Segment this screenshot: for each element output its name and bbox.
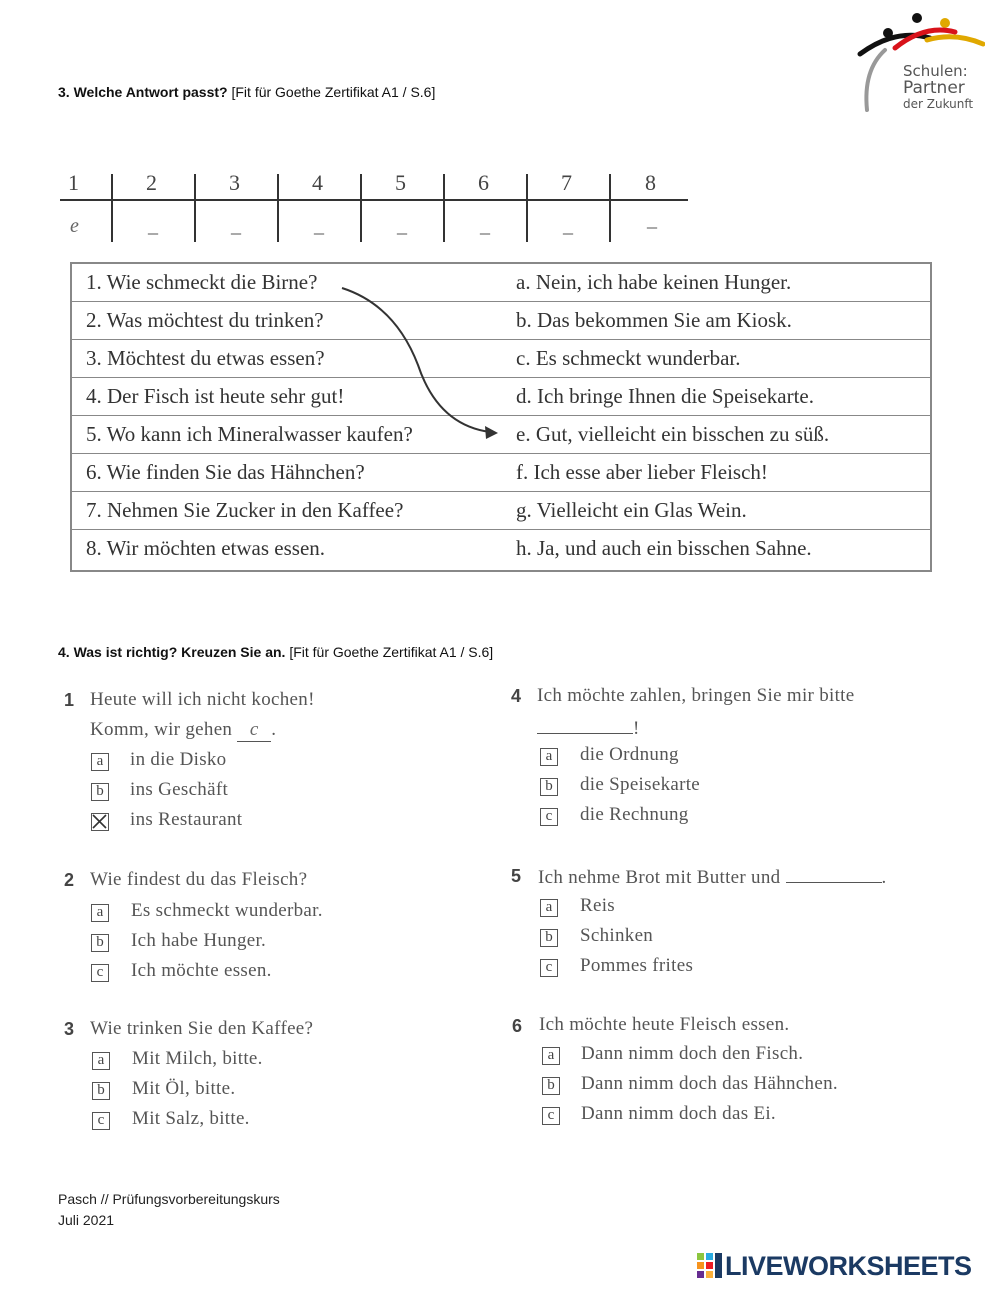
question-text: Wie findest du das Fleisch? [90, 869, 308, 890]
grid-number: 1 [68, 170, 79, 195]
checkbox-a[interactable]: a [91, 753, 109, 771]
option-text: Ich habe Hunger. [131, 930, 267, 951]
logo-line-2: Partner [903, 78, 965, 98]
grid-divider [277, 174, 279, 242]
grid-answer-field[interactable]: e [70, 215, 79, 237]
checkbox-c[interactable]: c [92, 1112, 110, 1130]
checkbox-a[interactable]: a [540, 899, 558, 917]
grid-number: 5 [395, 170, 406, 195]
question-text-line-2: Komm, wir gehen c . [90, 719, 277, 740]
grid-horizontal-line [60, 199, 688, 201]
grid-divider [111, 174, 113, 242]
question-number: 3 [64, 1019, 75, 1039]
checkbox-a[interactable]: a [91, 904, 109, 922]
grid-divider [194, 174, 196, 242]
option-text: ins Geschäft [130, 779, 229, 800]
option-text: Dann nimm doch das Ei. [581, 1103, 776, 1124]
grid-number: 3 [229, 170, 240, 195]
checkbox-b[interactable]: b [92, 1082, 110, 1100]
option-text: Mit Milch, bitte. [132, 1048, 263, 1069]
grid-divider [360, 174, 362, 242]
question-number: 4 [511, 686, 522, 706]
table-row [72, 454, 930, 492]
answer-text: f. Ich esse aber lieber Fleisch! [516, 460, 768, 484]
grid-answer-field[interactable]: _ [647, 209, 657, 231]
footer-course: Pasch // Prüfungsvorbereitungskurs [58, 1191, 280, 1207]
option-text: Dann nimm doch den Fisch. [581, 1043, 804, 1064]
question-text: 5. Wo kann ich Mineralwasser kaufen? [86, 422, 413, 446]
option-text: die Ordnung [580, 744, 679, 765]
question-number: 6 [512, 1016, 523, 1036]
table-row [72, 530, 930, 568]
question-text-line-2: ! [537, 713, 640, 740]
question-text: Ich möchte heute Fleisch essen. [539, 1014, 790, 1035]
checkbox-a[interactable]: a [540, 748, 558, 766]
grid-divider [443, 174, 445, 242]
section-3-title: 3. Welche Antwort passt? [58, 84, 228, 100]
question-text: 2. Was möchtest du trinken? [86, 308, 324, 332]
grid-number: 7 [561, 170, 572, 195]
grid-number: 6 [478, 170, 489, 195]
section-4-reference: [Fit für Goethe Zertifikat A1 / S.6] [285, 644, 494, 660]
grid-number: 2 [146, 170, 157, 195]
checkbox-a[interactable]: a [542, 1047, 560, 1065]
example-arrow-icon [330, 270, 510, 450]
question-text: 7. Nehmen Sie Zucker in den Kaffee? [86, 498, 404, 522]
option-text: ins Restaurant [130, 809, 243, 830]
answer-blank[interactable] [786, 864, 882, 883]
liveworksheets-wordmark: LIVEWORKSHEETS [725, 1251, 972, 1281]
option-text: Reis [580, 895, 615, 916]
grid-divider [526, 174, 528, 242]
table-row [72, 492, 930, 530]
question-text: Heute will ich nicht kochen! [90, 689, 315, 710]
question-text: 8. Wir möchten etwas essen. [86, 536, 326, 560]
section-3-heading [58, 84, 435, 100]
checkbox-b[interactable]: b [91, 783, 109, 801]
option-text: Pommes frites [580, 955, 694, 976]
grid-answer-field[interactable]: _ [231, 215, 241, 237]
section-4-heading [58, 644, 493, 660]
checkbox-b[interactable]: b [91, 934, 109, 952]
option-text: Mit Öl, bitte. [132, 1078, 236, 1099]
grid-answer-field[interactable]: _ [148, 215, 158, 237]
liveworksheets-blocks-icon [697, 1253, 723, 1279]
grid-answer-field[interactable]: _ [314, 215, 324, 237]
option-text: Mit Salz, bitte. [132, 1108, 250, 1129]
answer-text: d. Ich bringe Ihnen die Speisekarte. [516, 384, 814, 408]
answer-blank[interactable] [537, 713, 633, 734]
option-text: Schinken [580, 925, 654, 946]
grid-answer-field[interactable]: _ [397, 215, 407, 237]
checkbox-c-checked[interactable] [91, 813, 109, 831]
answer-text: g. Vielleicht ein Glas Wein. [516, 498, 747, 522]
answer-text: e. Gut, vielleicht ein bisschen zu süß. [516, 422, 830, 446]
grid-answer-field[interactable]: _ [480, 215, 490, 237]
option-text: Es schmeckt wunderbar. [131, 900, 323, 921]
option-text: die Rechnung [580, 804, 689, 825]
question-number: 2 [64, 870, 75, 890]
question-text: 1. Wie schmeckt die Birne? [86, 270, 318, 294]
answer-text: b. Das bekommen Sie am Kiosk. [516, 308, 792, 332]
checkbox-a[interactable]: a [92, 1052, 110, 1070]
checkbox-b[interactable]: b [542, 1077, 560, 1095]
logo-line-1: Schulen: [903, 62, 968, 80]
checkbox-c[interactable]: c [540, 808, 558, 826]
question-text: 6. Wie finden Sie das Hähnchen? [86, 460, 365, 484]
question-text: Ich nehme Brot mit Butter und . [538, 864, 887, 889]
checkbox-b[interactable]: b [540, 778, 558, 796]
option-text: Dann nimm doch das Hähnchen. [581, 1073, 838, 1094]
checkbox-c[interactable]: c [542, 1107, 560, 1125]
question-number: 1 [64, 690, 75, 710]
answer-blank[interactable]: c [237, 719, 271, 742]
grid-number: 8 [645, 170, 656, 195]
question-text: 4. Der Fisch ist heute sehr gut! [86, 384, 345, 408]
checkmark-x-icon [92, 814, 107, 829]
question-text: 3. Möchtest du etwas essen? [86, 346, 325, 370]
question-text: Wie trinken Sie den Kaffee? [90, 1018, 314, 1039]
grid-answer-field[interactable]: _ [563, 215, 573, 237]
footer-date: Juli 2021 [58, 1212, 115, 1228]
section-3-reference: [Fit für Goethe Zertifikat A1 / S.6] [227, 84, 436, 100]
logo-line-3: der Zukunft [903, 97, 974, 111]
answer-text: h. Ja, und auch ein bisschen Sahne. [516, 536, 812, 560]
question-text: Ich möchte zahlen, bringen Sie mir bitte [537, 685, 855, 706]
answer-text: a. Nein, ich habe keinen Hunger. [516, 270, 792, 294]
option-text: in die Disko [130, 749, 227, 770]
question-number: 5 [511, 866, 522, 886]
answer-text: c. Es schmeckt wunderbar. [516, 346, 741, 370]
option-text: Ich möchte essen. [131, 960, 272, 981]
checkbox-c[interactable]: c [540, 959, 558, 977]
grid-divider [609, 174, 611, 242]
grid-number: 4 [312, 170, 323, 195]
option-text: die Speisekarte [580, 774, 701, 795]
checkbox-c[interactable]: c [91, 964, 109, 982]
section-4-title: 4. Was ist richtig? Kreuzen Sie an. [58, 644, 286, 660]
checkbox-b[interactable]: b [540, 929, 558, 947]
